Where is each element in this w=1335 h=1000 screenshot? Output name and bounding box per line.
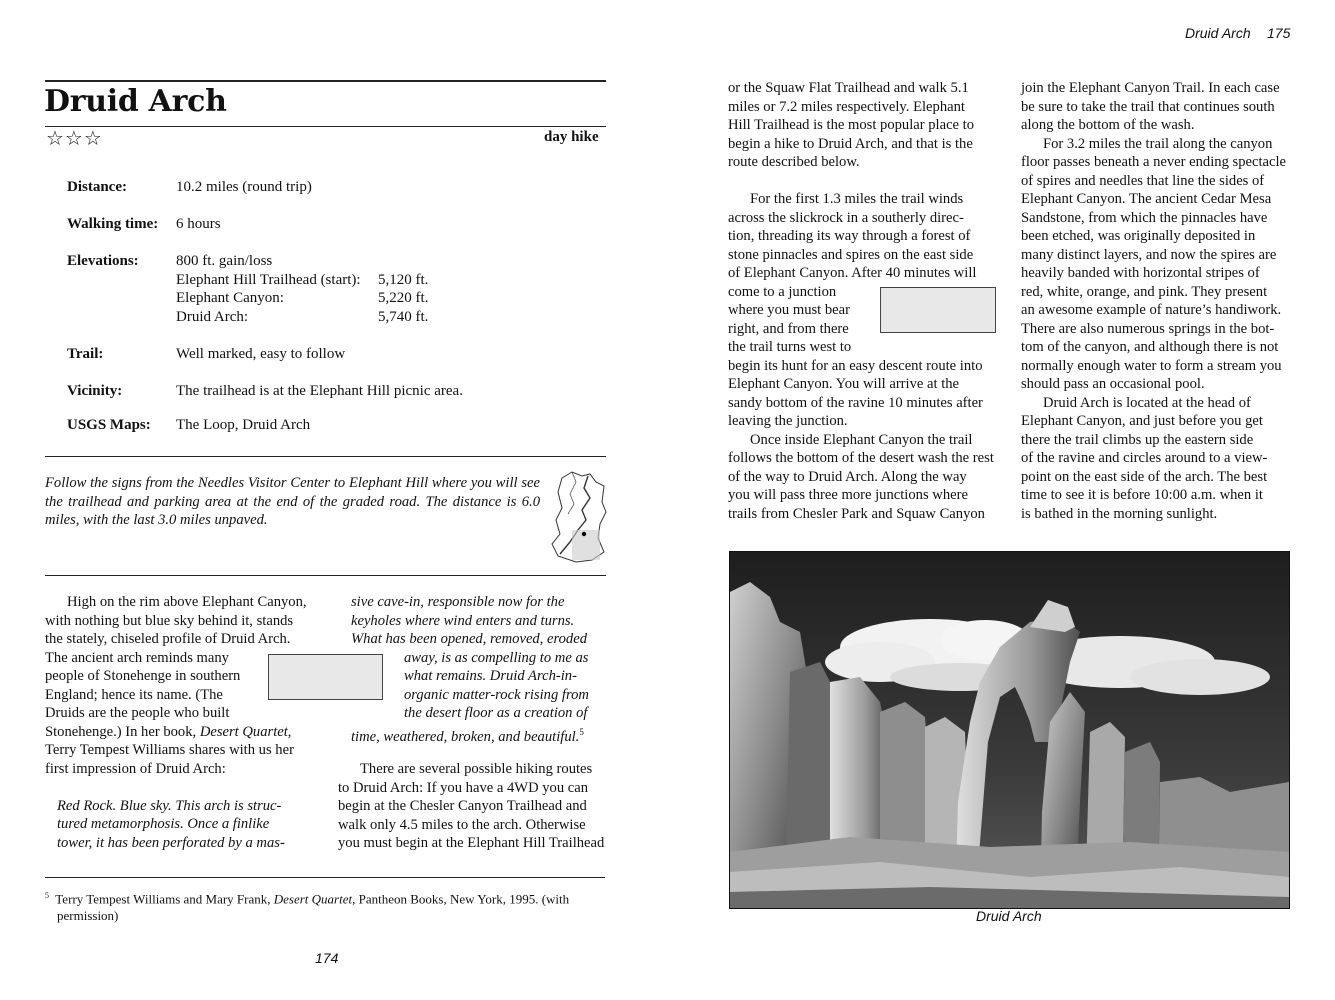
usgs-maps-label: USGS Maps: (67, 417, 151, 433)
text-line: across the slickrock in a southerly direc- (728, 209, 964, 226)
rating-stars: ☆☆☆ (46, 126, 103, 150)
text-line: where you must bear (728, 302, 850, 318)
text-line: leaving the junction. (728, 413, 848, 429)
text-line: begin at the Chesler Canyon Trailhead and (338, 798, 587, 814)
text-line: people of Stonehenge in southern (45, 668, 241, 684)
text-line: England; hence its name. (The (45, 686, 223, 703)
text-line: miles or 7.2 miles respectively. Elephant (728, 98, 965, 115)
text-line: heavily banded with horizontal stripes of (1021, 265, 1260, 281)
text-line: Druids are the people who built (45, 705, 230, 721)
footnote-line: permission) (57, 908, 119, 924)
quote-line: the desert floor as a creation of (404, 705, 588, 721)
text-line: to Druid Arch: If you have a 4WD you can (338, 779, 589, 796)
trail-label: Trail: (67, 346, 104, 362)
image-placeholder (880, 287, 996, 333)
text-line: Terry Tempest Williams shares with us her (45, 742, 294, 758)
elevation-row-value: 5,220 ft. (378, 290, 429, 306)
text-line: tom of the canyon, and although there is not (1021, 339, 1279, 355)
text-line: the trail turns west to (728, 339, 852, 355)
title-bottom-rule (45, 126, 606, 127)
text-line: For the first 1.3 miles the trail winds (750, 191, 964, 207)
elevation-row-name: Druid Arch: (176, 309, 249, 325)
book-title: Desert Quartet (199, 723, 288, 740)
directions-top-rule (45, 456, 606, 457)
text-span: Pantheon Books, New York, 1995. (with (355, 891, 570, 907)
footnote-ref: 5 (579, 726, 584, 737)
text-line: For 3.2 miles the trail along the canyon (1043, 135, 1273, 152)
footnote-rule (45, 877, 605, 878)
quote-line (351, 723, 596, 746)
text-line: is bathed in the morning sunlight. (1021, 505, 1218, 522)
photo-drawing (730, 552, 1289, 908)
running-head-page-number: 175 (1267, 25, 1291, 41)
text-line: stone pinnacles and spires on the east side (728, 246, 974, 263)
text-line: you will pass three more junctions where (728, 487, 968, 503)
elevation-gain: 800 ft. gain/loss (176, 253, 273, 269)
quote-line: organic matter-rock rising from (404, 686, 589, 703)
elevation-row-value: 5,740 ft. (378, 309, 429, 325)
text-line: time to see it is before 10:00 a.m. when it (1021, 487, 1263, 503)
vicinity-label: Vicinity: (67, 383, 123, 399)
text-line: Sandstone, from which the pinnacles have (1021, 209, 1268, 226)
distance-value: 10.2 miles (round trip) (176, 179, 312, 195)
text-line: begin its hunt for an easy descent route into (728, 357, 983, 374)
text-line: of the ravine and circles around to a view- (1021, 450, 1268, 466)
text-line: with nothing but blue sky behind it, stands (45, 612, 294, 629)
photo-caption: Druid Arch (976, 908, 1042, 924)
text-line: of spires and needles that line the sides of (1021, 172, 1265, 189)
page-title: Druid Arch (44, 84, 227, 119)
quote-line: tower, it has been perforated by a mas- (57, 834, 285, 851)
hike-type: day hike (544, 129, 599, 145)
text-line: There are several possible hiking routes (360, 761, 593, 777)
text-line: The ancient arch reminds many (45, 649, 229, 666)
text-line: Elephant Canyon. You will arrive at the (728, 376, 960, 392)
footnote-mark: 5 (45, 891, 49, 900)
text-line (45, 723, 312, 742)
elevation-row-name: Elephant Hill Trailhead (start): (176, 272, 361, 288)
vicinity-value: The trailhead is at the Elephant Hill picnic area. (176, 383, 463, 399)
text-line: there the trail climbs up the eastern side (1021, 431, 1254, 448)
text-line: Elephant Canyon. The ancient Cedar Mesa (1021, 191, 1272, 207)
elevation-row-value: 5,120 ft. (378, 272, 429, 288)
quote-line: keyholes where wind enters and turns. (351, 612, 575, 629)
text-line: red, white, orange, and pink. They present (1021, 283, 1268, 300)
text-line: the stately, chiseled profile of Druid Arch. (45, 631, 291, 647)
text-line: you must begin at the Elephant Hill Trailhead (338, 835, 605, 851)
text-line: been etched, was originally deposited in (1021, 228, 1256, 244)
text-line: point on the east side of the arch. The best (1021, 468, 1268, 485)
text-line: Hill Trailhead is the most popular place to (728, 117, 975, 133)
text-line: should pass an occasional pool. (1021, 376, 1205, 392)
text-line: Once inside Elephant Canyon the trail (750, 431, 973, 448)
left-column-2-para (338, 760, 606, 853)
body-top-rule (45, 575, 606, 576)
text-line: first impression of Druid Arch: (45, 760, 226, 777)
book-title: Desert Quartet, (273, 891, 356, 907)
text-line: begin a hike to Druid Arch, and that is the (728, 135, 973, 152)
text-line: of Elephant Canyon. After 40 minutes will (728, 265, 977, 281)
quote-block-a (45, 797, 312, 853)
quote-line: away, is as compelling to me as (404, 649, 589, 666)
text-line: normally enough water to form a stream you (1021, 357, 1282, 374)
left-column-1 (45, 593, 312, 852)
text-span: time, weathered, broken, and beautiful. (351, 728, 580, 745)
text-span: Terry Tempest Williams and Mary Frank, (55, 891, 274, 907)
text-line: an awesome example of nature’s handiwork. (1021, 302, 1282, 318)
text-line: sandy bottom of the ravine 10 minutes after (728, 394, 983, 411)
quote-line: What has been opened, removed, eroded (351, 631, 587, 647)
locator-map (548, 468, 608, 564)
text-line: walk only 4.5 miles to the arch. Otherwise (338, 816, 586, 833)
quote-line: what remains. Druid Arch-in- (404, 668, 577, 684)
text-line: come to a junction (728, 283, 837, 300)
footnote-line (45, 887, 610, 907)
text-line: along the bottom of the wash. (1021, 117, 1195, 133)
quote-line: tured metamorphosis. Once a finlike (57, 816, 270, 832)
text-line: or the Squaw Flat Trailhead and walk 5.1 (728, 80, 969, 96)
text-line: floor passes beneath a never ending spectacle (1021, 154, 1287, 170)
text-line: of the way to Druid Arch. Along the way (728, 468, 967, 485)
text-line: trails from Chesler Park and Squaw Canyon (728, 505, 985, 522)
text-line: follows the bottom of the desert wash the rest (728, 450, 994, 466)
text-line: Druid Arch is located at the head of (1043, 394, 1251, 411)
trail-value: Well marked, easy to follow (176, 346, 346, 362)
quote-line: sive cave-in, responsible now for the (351, 594, 565, 610)
walking-time-value: 6 hours (176, 216, 221, 232)
text-line: tion, threading its way through a forest of (728, 228, 971, 244)
text-line: many distinct layers, and now the spires are (1021, 246, 1277, 263)
elevation-row-name: Elephant Canyon: (176, 290, 284, 306)
right-column-2 (1021, 79, 1289, 523)
title-top-rule (45, 80, 606, 82)
quote-block-b (351, 593, 596, 746)
elevations-label: Elevations: (67, 253, 139, 269)
text-line: route described below. (728, 154, 860, 170)
driving-directions: Follow the signs from the Needles Visitor Center to Elephant Hill where you will see the trailhead and parking area at the end of the graded road. The distance is 6.0 miles, with the last 3.0 miles unpaved. (45, 475, 540, 529)
footnote (45, 887, 610, 924)
text-span: , (287, 723, 292, 740)
running-head-title: Druid Arch (1185, 25, 1251, 41)
text-span: Stonehenge.) In her book, (45, 723, 200, 740)
text-line: join the Elephant Canyon Trail. In each case (1021, 80, 1280, 96)
distance-label: Distance: (67, 179, 127, 195)
druid-arch-photo (729, 551, 1290, 909)
walking-time-label: Walking time: (67, 216, 159, 232)
text-line: High on the rim above Elephant Canyon, (67, 594, 307, 610)
quote-line: Red Rock. Blue sky. This arch is struc- (57, 797, 282, 814)
text-line: right, and from there (728, 320, 849, 337)
text-line: be sure to take the trail that continues south (1021, 98, 1275, 115)
text-line: There are also numerous springs in the bot- (1021, 320, 1275, 337)
usgs-maps-value: The Loop, Druid Arch (176, 417, 311, 433)
page-number: 174 (315, 950, 339, 966)
text-line: Elephant Canyon, and just before you get (1021, 413, 1263, 429)
